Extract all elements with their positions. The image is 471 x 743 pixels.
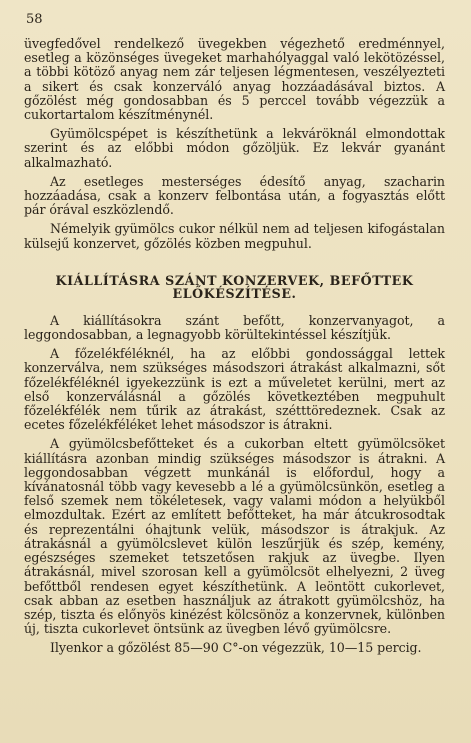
paragraph: A kiállításokra szánt befőtt, konzervanyagot, a leggondosabban, a legnagyobb körültekintéssel készítjük. xyxy=(24,312,445,343)
paragraph: Gyümölcspépet is készíthetünk a lekváröknál elmondottak szerint és az előbbi módon gőzöljük. Ez lekvár gyanánt alkalmazható. xyxy=(24,126,445,170)
paragraph: Ilyenkor a gőzölést 85—90 C°-on végezzük, 10—15 percig. xyxy=(50,640,422,656)
paragraph: A főzelékféléknél, ha az előbbi gondossággal lettek konzerválva, nem szükséges másodszori átrakást alkalmazni, sőt főzelékféléknél igyekezzünk is ezt a műveletet kerülni, mert az első konzerválásnál a gőzölés következtében megpuhult főzelékfélék nem tűrik az átrakást, szétttöredeznek. Csak az ecetes főzelékféléket lehet másodszor is átrakni. xyxy=(24,346,445,433)
paragraph: Az esetleges mesterséges édesítő anyag, szacharin hozzáadása, csak a konzerv felbontása után, a fogyasztás előtt pár órával eszközlendő. xyxy=(24,173,445,218)
text-block-before xyxy=(24,37,445,251)
paragraph: A gyümölcsbefőtteket és a cukorban eltett gyümölcsöket kiállításra azonban mindig szükséges másodszor is átrakni. A leggondosabban végzett munkánál is előfordul, hogy a kívánatosnál több vagy kevesebb a lé a gyümölcsünkön, esetleg a felső szemek nem tökéletesek, vagy valami módon a helyükből elmozdultak. Ezért az említett befőtteket, ha már átcukrosodtak és reprezentálni óhajtunk velük, másodszor is átrakjuk. Az átrakásnál a gyümölcslevet külön leszűrjük és szép, kemény, egészséges szemeket tetszetősen rakjuk az üvegbe. Ilyen átrakásnál, mivel szorosan kell a gyümölcsöt elhelyezni, 2 üveg befőttből rendesen egyet készíthetünk. A leöntött cukorlevet, csak abban az esetben használjuk az átrakott gyümölcshöz, ha szép, tiszta és előnyös kinézést kölcsönöz a konzervnek, különben új, tiszta cukorlevet öntsünk az üvegben lévő gyümölcsre. xyxy=(24,436,445,637)
page-number: 58 xyxy=(26,12,43,27)
paragraph: Némelyik gyümölcs cukor nélkül nem ad teljesen kifogástalan külsejű konzervet, gőzölés közben megpuhul. xyxy=(24,221,445,251)
text-block-after xyxy=(24,314,445,656)
section-heading: KIÁLLÍTÁSRA SZÁNT KONZERVEK, BEFŐTTEK ELŐKÉSZÍTÉSE. xyxy=(55,272,414,301)
paragraph: üvegfedővel rendelkező üvegekben végezhető eredménnyel, esetleg a közönséges üvegeket marhahólyaggal való lekötözéssel, a többi kötöző anyag nem zár teljesen légmentesen, veszélyezteti a sikert és csak konzerváló anyag hozzáadásával biztos. A gőzölést még gondosabban és 5 perccel tovább végezzük a cukortartalom készítménynél. xyxy=(24,36,445,123)
